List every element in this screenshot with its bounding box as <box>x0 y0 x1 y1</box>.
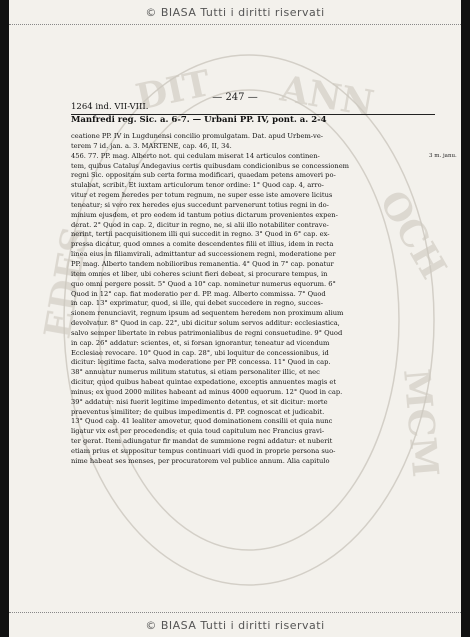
text-line: praeventus similiter; de quibus impedimentis d. PP. cognoscat et judicabit. <box>71 407 325 416</box>
text-line: 38° annuatur numerus militum statutus, si etiam personaliter illic, et nec <box>71 368 320 377</box>
svg-text:EDES: EDES <box>36 223 98 342</box>
text-line: ceatione PP. IV in Lugdunensi concilio promulgatam. Dat. apud Urbem-ve- <box>71 132 324 140</box>
text-line: etiam prius et suppositur tempus continuari vidi quod in proprie persona suo- <box>71 447 336 455</box>
running-head-title: Manfredi reg. Sic. a. 6-7. — Urbani PP. IV, pont. a. 2-4 <box>71 115 327 125</box>
text-line: ligatur vix est per procedendis; et quia toud capitulum nec Francius gravi- <box>71 427 325 436</box>
text-line: item omnes et liber, ubi coheres sciunt fieri debeat, si procurare tempus, in <box>71 269 328 278</box>
text-line: 39° addatur: nisi fuerit legitime impedimento detentus, et sit dicitur: morte <box>71 397 328 406</box>
text-line: in cap. 26° addatur: scientes, et, si forsan ignorantur, teneatur ad vicendum <box>71 338 330 347</box>
text-line: PP. mag. Alberto tandem nobilioribus remanentia. 4° Quod in 7° cap. ponatur <box>71 259 334 268</box>
text-line: regni Sic. oppositam sub certa forma modificari, quaedam petens amoveri po- <box>71 171 336 180</box>
svg-text:DIT: DIT <box>132 62 215 119</box>
text-line: Quod in 12° cap. fiat moderatio per d. PP. mag. Alberto commissa. 7° Quod <box>71 289 326 298</box>
running-head <box>71 102 435 126</box>
copyright-banner-top: © BIASA Tutti i diritti riservati <box>9 0 461 25</box>
body-text <box>71 132 426 467</box>
text-line: ter gerat. Item adiungatur fir mandat de summione regni addatur: et nuberit <box>71 437 333 446</box>
copyright-banner-bottom: © BIASA Tutti i diritti riservati <box>9 612 461 637</box>
text-line: stulabat, scribit. Et iuxtam articulorum tenor ordine: 1° Quod cap. 4, arro- <box>71 181 324 190</box>
text-line: derat. 2° Quod in cap. 2, dicitur in regno, ne, si alii illo notabiliter contrave- <box>71 220 329 229</box>
text-line: minus; ex quod 2000 milites habeant ad minus 4000 equorum. 12° Quod in cap. <box>71 387 343 396</box>
svg-text:MCM: MCM <box>395 367 447 479</box>
running-head-date: 1264 ind. VII-VIII. <box>71 102 435 115</box>
text-line: dicitur: legitime facta, salva moderatione per PP. concessa. 11° Quod in cap. <box>71 358 331 367</box>
text-line: 456. 77. PP. mag. Alberto not. qui cedulam miserat 14 articulos continen- <box>71 151 320 160</box>
text-line: nerint, tertii pacquisitionem illi qui succedit in regno. 3° Quod in 6° cap. ex- <box>71 230 330 239</box>
text-line: 13° Quod cap. 41 lealiter amovetur, quod dominationem consilii et quia nunc <box>71 417 333 426</box>
page-number: — 247 — <box>212 92 258 103</box>
text-line: sionem renunciavit, regnum ipsum ad sequentem heredem non proximum alium <box>71 309 344 318</box>
text-line: salvo semper libertate in rebus patrimonialibus de regni consuetudine. 9° Quod <box>71 328 343 337</box>
text-line: linea eius in filiamvirali, admittantur ad successionem regni, moderatione per <box>71 250 336 259</box>
text-line: minium ejusdem, et pro eodem id tantum potius dictarum provenientes expen- <box>71 210 338 219</box>
text-line: pressa dicatur, quod omnes a comite descendentes filii et illius, idem in recta <box>71 240 334 249</box>
svg-text:OCH: OCH <box>371 183 455 286</box>
document-page <box>9 0 461 637</box>
text-line: tem, quibus Catalus Andegavius certis quibusdam condicionibus se concessionem <box>71 161 350 170</box>
text-line: devolvatur. 8° Quod in cap. 22°, ubi dicitur solum servos additur: ecclesiastica, <box>71 319 340 328</box>
text-line: in cap. 13° exprimatur, quod, si ille, qui debet succedere in regno, succes- <box>71 299 323 308</box>
svg-text:ANN: ANN <box>277 67 378 126</box>
text-line: terem 7 id. jan. a. 3. MARTENE, cap. 46, II, 34. <box>71 141 232 150</box>
marginal-note: 3 m. janu. <box>429 153 457 159</box>
text-line: nime habeat ses menses, per procuratorem vel publice annum. Alia capitulo <box>71 456 330 465</box>
text-line: Ecclesiae revocare. 10° Quod in cap. 28°, ubi loquitur de concessionibus, id <box>71 348 329 357</box>
text-line: dicitur, quod quibus habeat quintae expedatione, exceptis annuentes magis et <box>71 378 337 387</box>
text-line: quo omni pergere possit. 5° Quod a 10° cap. nominetur numerus equorum. 6° <box>71 279 336 288</box>
text-line: teneatur; si vero rex heredes ejus succedunt parvenerunt totius regni in do- <box>71 200 329 209</box>
text-line: vitur et regem heredes per totum regnum, ne super esse iste amovere licitus <box>71 191 333 200</box>
